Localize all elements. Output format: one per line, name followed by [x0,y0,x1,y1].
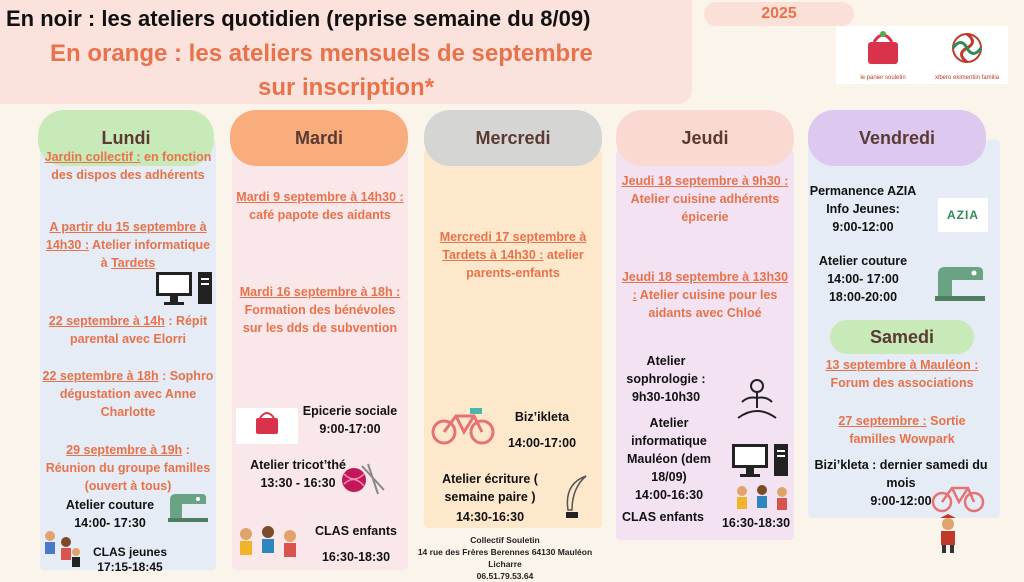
mercredi-ecriture: Atelier écriture ( semaine paire ) 14:30-16:30 [442,472,538,524]
lundi-event-sophro: 22 septembre à 18h : Sophro dégustation avec Anne Charlotte [42,369,214,419]
mardi-event-cafe: Mardi 9 septembre à 14h30 : café papote des aidants [236,190,404,222]
samedi-event-forum: 13 septembre à Mauléon : Forum des associations [825,358,979,390]
day-title-vendredi: Vendredi [808,110,986,166]
lauburu-icon [932,28,1002,70]
bicycle-icon [430,404,496,451]
mercredi-event-parents: Mercredi 17 septembre à Tardets à 14h30 : atelier parents-enfants [439,230,587,280]
mardi-clas: CLAS enfants 16:30-18:30 [315,524,397,564]
computer-icon-jeudi [730,442,790,485]
day-title-lundi: Lundi [38,110,214,166]
jeudi-clas: CLAS enfants [622,510,704,524]
children-icon [40,526,84,575]
panier-souletin-logo: le panier souletin [854,28,912,82]
legend-black: En noir : les ateliers quotidien (reprise semaine du 8/09) [6,6,591,31]
jeudi-informatique: Atelier informatique Mauléon (dem 18/09) 14:00-16:30 [626,416,712,502]
children-icon-mardi [234,522,304,569]
sewing-machine-icon [166,490,210,529]
day-title-jeudi: Jeudi [616,110,794,166]
samedi-event-wowpark: 27 septembre : Sortie familles Wowpark [838,414,966,446]
mercredi-bizikleta: Biz’ikleta 14:00-17:00 [507,410,577,450]
samedi-bizikleta: Bizi’kleta : dernier samedi du mois 9:00-12:00 [814,458,988,508]
mardi-event-formation: Mardi 16 septembre à 18h : Formation des bénévoles sur les dds de subvention [239,285,401,335]
azia-logo: AZIA [938,198,988,232]
meditation-icon [734,378,780,431]
lundi-event-repit: 22 septembre à 14h : Répit parental avec Elorri [48,314,208,346]
panier-small-logo [236,408,298,444]
year-badge: 2025 [704,2,854,26]
footer-contact: Collectif Souletin 14 rue des Frères Berennes 64130 Mauléon Licharre 06.51.79.53.64 [417,535,593,581]
legend-orange-2: sur inscription* [258,74,435,101]
xibero-logo: xibero ekimentiin familia [932,28,1002,82]
lundi-couture: Atelier couture 14:00- 17:30 [65,498,155,530]
day-title-mercredi: Mercredi [424,110,602,166]
partner-logos [836,26,1008,84]
legend-orange: En orange : les ateliers mensuels de septembre [50,40,593,67]
basket-icon [854,28,912,70]
mardi-tricot: Atelier tricot’thé 13:30 - 16:30 [250,458,346,490]
jeudi-clas-hours: 16:30-18:30 [721,516,791,530]
vendredi-couture: Atelier couture 14:00- 17:00 18:00-20:00 [818,254,908,304]
computer-icon [154,270,214,313]
mardi-epicerie: Epicerie sociale 9:00-17:00 [302,404,398,436]
jeudi-event-cuisine-aidants: Jeudi 18 septembre à 13h30 : Atelier cuisine pour les aidants avec Chloé [621,270,789,320]
lundi-event-reunion: 29 septembre à 19h : Réunion du groupe familles (ouvert à tous) [45,443,211,493]
yarn-icon [338,460,388,505]
lundi-event-informatique: A partir du 15 septembre à 14h30 : Atelier informatique à Tardets [45,220,211,270]
jeudi-sophro: Atelier sophrologie : 9h30-10h30 [626,354,706,404]
jeudi-event-cuisine-adherents: Jeudi 18 septembre à 9h30 : Atelier cuisine adhérents épicerie [621,174,789,224]
lundi-clas: CLAS jeunes 17:15-18:45 [92,545,167,574]
day-title-mardi: Mardi [230,110,408,166]
child-icon-samedi [928,514,968,559]
lundi-event-jardin: Jardin collectif : en fonction des dispos des adhérents [44,150,212,182]
vendredi-azia: Permanence AZIA Info Jeunes: 9:00-12:00 [809,184,917,234]
sewing-machine-icon-vendredi [932,262,988,309]
quill-icon [558,474,590,525]
day-title-samedi: Samedi [830,320,974,354]
